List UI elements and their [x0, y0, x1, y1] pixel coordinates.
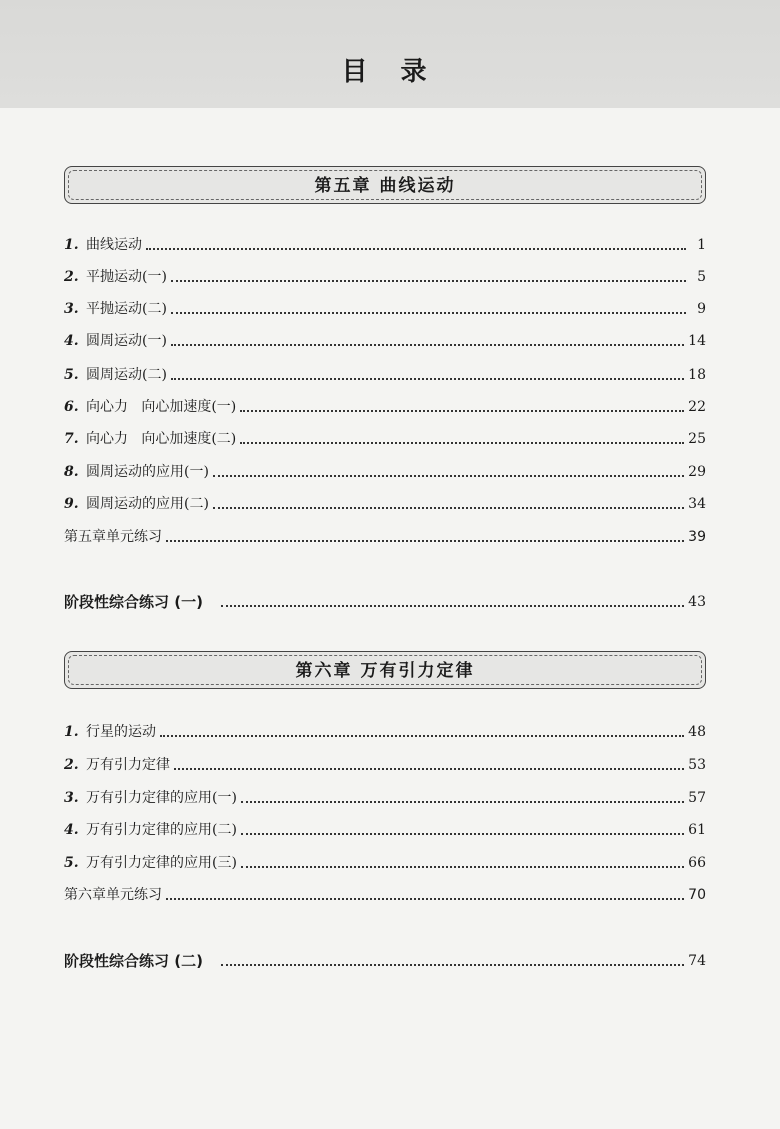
- dot-leader: [221, 964, 684, 966]
- entry-number: 4.: [64, 822, 79, 838]
- entry-page: 66: [688, 855, 706, 871]
- dot-leader: [174, 768, 684, 770]
- dot-leader: [171, 378, 684, 380]
- toc-entry[interactable]: [64, 330, 706, 352]
- dot-leader: [241, 833, 684, 835]
- entry-title: 平抛运动(二): [86, 301, 167, 317]
- chapter-6-banner: [64, 651, 706, 689]
- entry-page: 1: [697, 237, 706, 253]
- entry-title: 圆周运动的应用(一): [86, 464, 209, 480]
- entry-number: 2.: [64, 757, 79, 773]
- entry-title: 第五章单元练习: [64, 529, 162, 545]
- entry-page: 70: [688, 887, 706, 903]
- entry-page: 48: [688, 724, 706, 740]
- entry-title: 平抛运动(一): [86, 269, 167, 285]
- toc-entry[interactable]: [64, 461, 706, 483]
- dot-leader: [213, 507, 684, 509]
- dot-leader: [213, 475, 684, 477]
- stage-practice-entry[interactable]: [64, 950, 706, 972]
- entry-number: 7.: [64, 431, 79, 447]
- entry-page: 53: [688, 757, 706, 773]
- entry-number: 9.: [64, 496, 79, 512]
- entry-number: 1.: [64, 724, 79, 740]
- toc-entry[interactable]: [64, 852, 706, 874]
- toc-entry[interactable]: [64, 819, 706, 841]
- dot-leader: [241, 801, 684, 803]
- entry-page: 14: [688, 333, 706, 349]
- entry-number: 3.: [64, 790, 79, 806]
- entry-page: 43: [688, 594, 706, 610]
- toc-entry[interactable]: [64, 428, 706, 450]
- entry-page: 57: [688, 790, 706, 806]
- entry-number: 6.: [64, 399, 79, 415]
- toc-entry[interactable]: [64, 298, 706, 320]
- dot-leader: [166, 540, 684, 542]
- entry-page: 34: [688, 496, 706, 512]
- dot-leader: [240, 442, 684, 444]
- dot-leader: [146, 248, 686, 250]
- dot-leader: [240, 410, 684, 412]
- chapter-5-heading: 第五章 曲线运动: [68, 170, 702, 200]
- entry-title: 万有引力定律: [86, 757, 170, 773]
- entry-title: 阶段性综合练习 (一): [64, 593, 203, 611]
- entry-title: 行星的运动: [86, 724, 156, 740]
- entry-page: 39: [688, 529, 706, 545]
- entry-title: 阶段性综合练习 (二): [64, 952, 203, 970]
- entry-title: 圆周运动(二): [86, 367, 167, 383]
- entry-title: 万有引力定律的应用(三): [86, 855, 237, 871]
- entry-title: 圆周运动的应用(二): [86, 496, 209, 512]
- entry-title: 曲线运动: [86, 237, 142, 253]
- entry-title: 第六章单元练习: [64, 887, 162, 903]
- toc-entry[interactable]: [64, 787, 706, 809]
- entry-number: 8.: [64, 464, 79, 480]
- entry-page: 9: [697, 301, 706, 317]
- toc-entry[interactable]: [64, 364, 706, 386]
- stage-practice-entry[interactable]: [64, 591, 706, 613]
- entry-number: 5.: [64, 367, 79, 383]
- entry-number: 2.: [64, 269, 79, 285]
- dot-leader: [160, 735, 684, 737]
- page-title: 目 录: [341, 57, 439, 87]
- entry-title: 向心力 向心加速度(二): [86, 431, 237, 447]
- entry-page: 22: [688, 399, 706, 415]
- toc-entry[interactable]: [64, 721, 706, 743]
- entry-page: 74: [688, 953, 706, 969]
- chapter-6-heading: 第六章 万有引力定律: [68, 655, 702, 685]
- chapter-5-banner: [64, 166, 706, 204]
- dot-leader: [166, 898, 684, 900]
- entry-page: 5: [697, 269, 706, 285]
- entry-title: 圆周运动(一): [86, 333, 167, 349]
- entry-page: 29: [688, 464, 706, 480]
- dot-leader: [221, 605, 684, 607]
- entry-page: 18: [688, 367, 706, 383]
- toc-entry[interactable]: [64, 234, 706, 256]
- entry-page: 25: [688, 431, 706, 447]
- entry-number: 1.: [64, 237, 79, 253]
- entry-number: 5.: [64, 855, 79, 871]
- unit-practice-entry[interactable]: [64, 526, 706, 548]
- entry-page: 61: [688, 822, 706, 838]
- entry-number: 4.: [64, 333, 79, 349]
- toc-entry[interactable]: [64, 754, 706, 776]
- entry-title: 万有引力定律的应用(一): [86, 790, 237, 806]
- dot-leader: [171, 344, 684, 346]
- entry-title: 万有引力定律的应用(二): [86, 822, 237, 838]
- toc-entry[interactable]: [64, 396, 706, 418]
- toc-entry[interactable]: [64, 266, 706, 288]
- dot-leader: [171, 312, 686, 314]
- unit-practice-entry[interactable]: [64, 884, 706, 906]
- entry-number: 3.: [64, 301, 79, 317]
- toc-entry[interactable]: [64, 493, 706, 515]
- dot-leader: [241, 866, 684, 868]
- entry-title: 向心力 向心加速度(一): [86, 399, 237, 415]
- dot-leader: [171, 280, 686, 282]
